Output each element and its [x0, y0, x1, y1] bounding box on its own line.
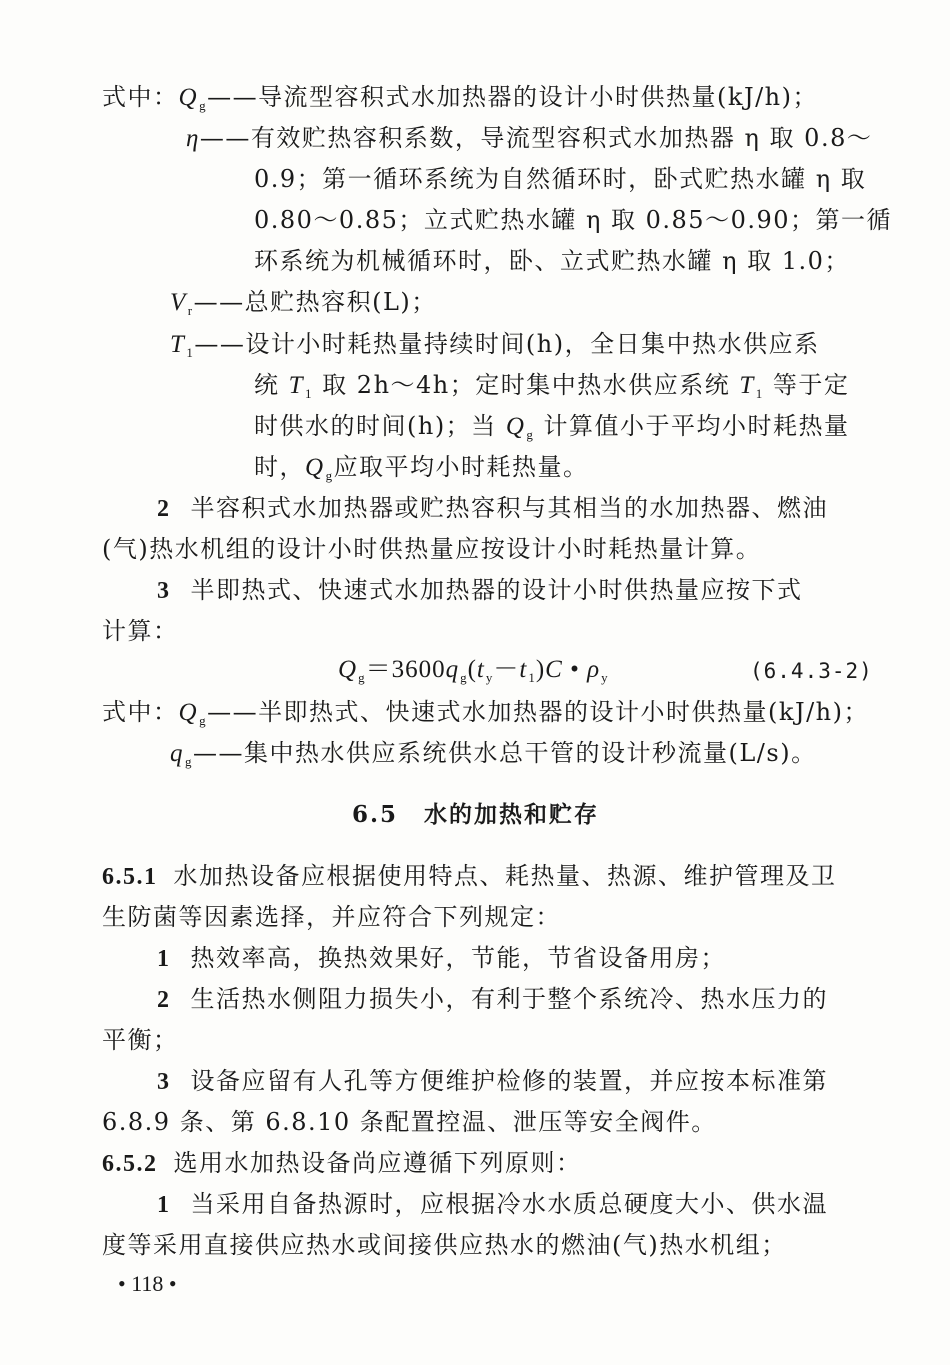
- definition-vr-text: ——总贮热容积(L)；: [193, 288, 437, 316]
- clause-6-5-1-item-1: 1 热效率高，换热效果好，节能，节省设备用房；: [157, 944, 726, 972]
- symbol-t1: $T_1$: [170, 331, 195, 360]
- definition-prefix: 式中：: [102, 83, 179, 111]
- definition-eta-line-3: 0.80～0.85；立式贮热水罐 η 取 0.85～0.90；第一循: [254, 206, 893, 234]
- clause-6-5-1-line-2: 生防菌等因素选择，并应符合下列规定：: [102, 903, 561, 931]
- symbol-eta: η: [186, 125, 200, 152]
- definition-t1-line-4: 时，$Q_g$应取平均小时耗热量。: [254, 453, 589, 483]
- definition-vr-line: [170, 287, 437, 326]
- formula-6-4-3-2: $Q_g=3600q_g(t_y-t_1)C$ • $\rho_y$: [338, 656, 609, 685]
- definition-qg-text: ——导流型容积式水加热器的设计小时供热量(kJ/h)；: [207, 83, 818, 111]
- definition-t1-line-2: 统 $T_1$ 取 2h～4h；定时集中热水供应系统 $T_1$ 等于定: [254, 371, 850, 401]
- definition-qg-line: [102, 82, 818, 121]
- clause-6-5-1-item-3-line-2: 6.8.9 条、第 6.8.10 条配置控温、泄压等安全阀件。: [102, 1108, 717, 1136]
- item-3-line-1: 3 半即热式、快速式水加热器的设计小时供热量应按下式: [157, 576, 803, 604]
- item-2-line-1: 2 半容积式水加热器或贮热容积与其相当的水加热器、燃油: [157, 494, 828, 522]
- item-number: 3: [157, 578, 171, 604]
- item-number: 2: [157, 496, 171, 522]
- clause-6-5-2-item-1-line-2: 度等采用直接供应热水或间接供应热水的燃油(气)热水机组；: [102, 1231, 787, 1259]
- definition-t1-line-3: 时供水的时间(h)；当 $Q_g$ 计算值小于平均小时耗热量: [254, 412, 850, 442]
- item-3-line-2: 计算：: [102, 617, 179, 645]
- section-number: 6.5: [352, 801, 399, 828]
- definition-qgs-line: $q_g——$集中热水供应系统供水总干管的设计秒流量(L/s)。: [170, 739, 817, 769]
- clause-6-5-2-line-1: 6.5.2 选用水加热设备尚应遵循下列原则：: [102, 1149, 582, 1177]
- definition-t1-line-1: $T_1——$设计小时耗热量持续时间(h)，全日集中热水供应系: [170, 330, 820, 360]
- page-number: • 118 •: [118, 1271, 177, 1296]
- clause-number: 6.5.1: [102, 864, 158, 890]
- definition-eta-text: ——有效贮热容积系数，导流型容积式水加热器 η 取 0.8～: [199, 124, 873, 152]
- item-2-line-2: (气)热水机组的设计小时供热量应按设计小时耗热量计算。: [102, 535, 762, 563]
- symbol-vr: $V_r$: [170, 289, 194, 318]
- section-title: 水的加热和贮存: [424, 801, 600, 828]
- clause-6-5-2-item-1-line-1: 1 当采用自备热源时，应根据冷水水质总硬度大小、供水温: [157, 1190, 828, 1218]
- clause-number: 6.5.2: [102, 1151, 158, 1177]
- clause-6-5-1-item-2-line-1: 2 生活热水侧阻力损失小，有利于整个系统冷、热水压力的: [157, 985, 828, 1013]
- clause-6-5-1-line-1: 6.5.1 水加热设备应根据使用特点、耗热量、热源、维护管理及卫: [102, 862, 837, 890]
- definition-qg2-line: 式中：$Q_g——$半即热式、快速式水加热器的设计小时供热量(kJ/h)；: [102, 698, 869, 728]
- definition-eta-line-4: 环系统为机械循环时，卧、立式贮热水罐 η 取 1.0；: [254, 247, 850, 275]
- section-heading: [352, 800, 599, 830]
- formula-number: (6.4.3-2): [750, 659, 873, 683]
- clause-6-5-1-item-2-line-2: 平衡；: [102, 1026, 179, 1054]
- definition-eta-line-2: 0.9；第一循环系统为自然循环时，卧式贮热水罐 η 取: [254, 165, 867, 193]
- definition-eta-line-1: [186, 123, 872, 154]
- clause-6-5-1-item-3-line-1: 3 设备应留有人孔等方便维护检修的装置，并应按本标准第: [157, 1067, 828, 1095]
- symbol-qg: $Q_g$: [178, 84, 208, 113]
